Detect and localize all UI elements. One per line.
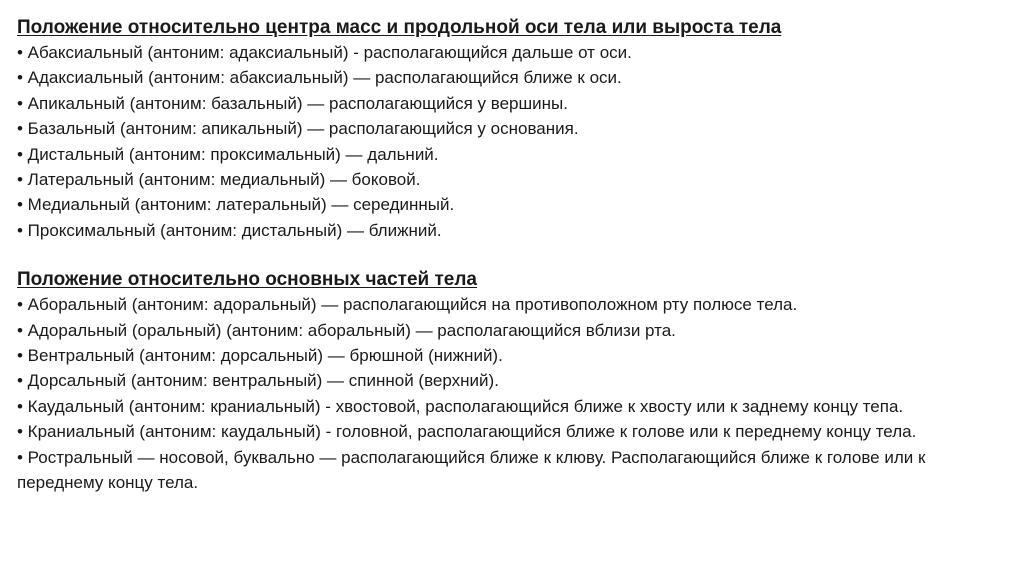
section-center-of-mass (17, 16, 1012, 243)
list-item: • Каудальный (антоним: краниальный) - хвостовой, располагающийся ближе к хвосту или к заднему концу тепа. (17, 396, 904, 416)
list-item: • Вентральный (антоним: дорсальный) — брюшной (нижний). (17, 346, 503, 366)
list-item: • Медиальный (антоним: латеральный) — серединный. (17, 195, 455, 215)
list-item: • Абаксиальный (антоним: адаксиальный) - располагающийся дальше от оси. (17, 43, 632, 62)
list-item: • Дорсальный (антоним: вентральный) — спинной (верхний). (17, 371, 499, 391)
section-title: Положение относительно основных частей тела (17, 269, 477, 291)
list-item: • Адоральный (оральный) (антоним: аборальный) — располагающийся вблизи рта. (17, 320, 676, 340)
list-item: • Базальный (антоним: апикальный) — располагающийся у основания. (17, 119, 579, 139)
list-item: • Краниальный (антоним: каудальный) - головной, располагающийся ближе к голове или к переднему концу тела. (17, 422, 917, 442)
list-item: • Ростральный — носовой, буквально — располагающийся ближе к клюву. Располагающийся ближе к голове или к переднему концу тела. (17, 447, 926, 493)
list-item: • Латеральный (антоним: медиальный) — боковой. (17, 170, 421, 190)
section-title: Положение относительно центра масс и продольной оси тела или выроста тела (17, 17, 782, 38)
list-item: • Апикальный (антоним: базальный) — располагающийся у вершины. (17, 93, 568, 113)
list-item: • Дистальный (антоним: проксимальный) — дальний. (17, 144, 439, 164)
section-body-parts (17, 268, 1012, 495)
slide (17, 16, 1012, 496)
list-item: • Аборальный (антоним: адоральный) — располагающийся на противоположном рту полюсе тела. (17, 295, 798, 315)
list-item: • Адаксиальный (антоним: абаксиальный) — располагающийся ближе к оси. (17, 68, 622, 88)
list-item: • Проксимальный (антоним: дистальный) — ближний. (17, 220, 442, 240)
